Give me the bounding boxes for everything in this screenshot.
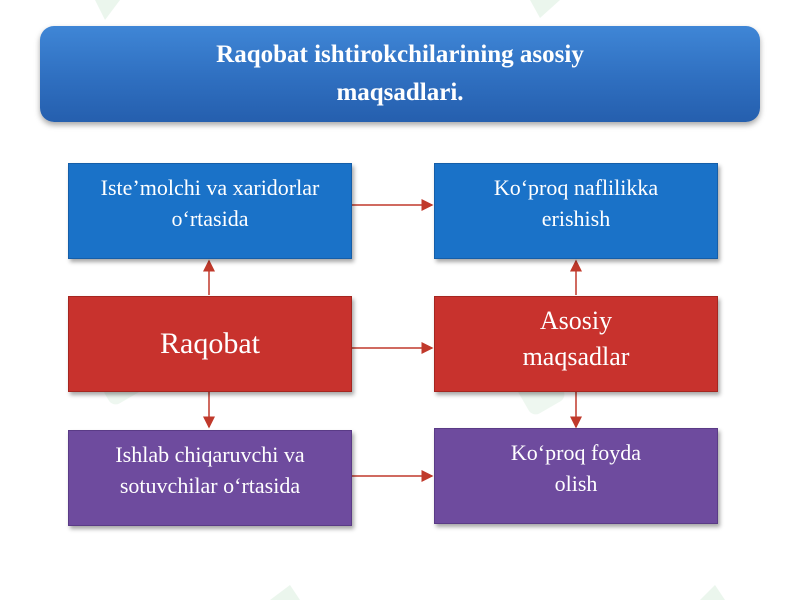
node-producers: [68, 430, 352, 526]
node-consumers-text: Iste’molchi va xaridorlar o‘rtasida: [100, 175, 320, 231]
node-consumers: [68, 163, 352, 259]
node-utility: [434, 163, 718, 259]
node-profit: [434, 428, 718, 524]
title-banner: [40, 26, 760, 122]
node-main-goals-text: Asosiy maqsadlar: [522, 306, 630, 371]
node-competition-text: Raqobat: [160, 327, 260, 360]
node-main-goals: [434, 296, 718, 392]
node-producers-text: Ishlab chiqaruvchi va sotuvchilar o‘rtasida: [115, 442, 305, 498]
node-utility-text: Ko‘proq naflilikka erishish: [493, 175, 659, 231]
node-competition: [68, 296, 352, 392]
title-text: Raqobat ishtirokchilarining asosiy maqsadlari.: [216, 41, 584, 106]
node-profit-text: Ko‘proq foyda olish: [510, 440, 642, 496]
